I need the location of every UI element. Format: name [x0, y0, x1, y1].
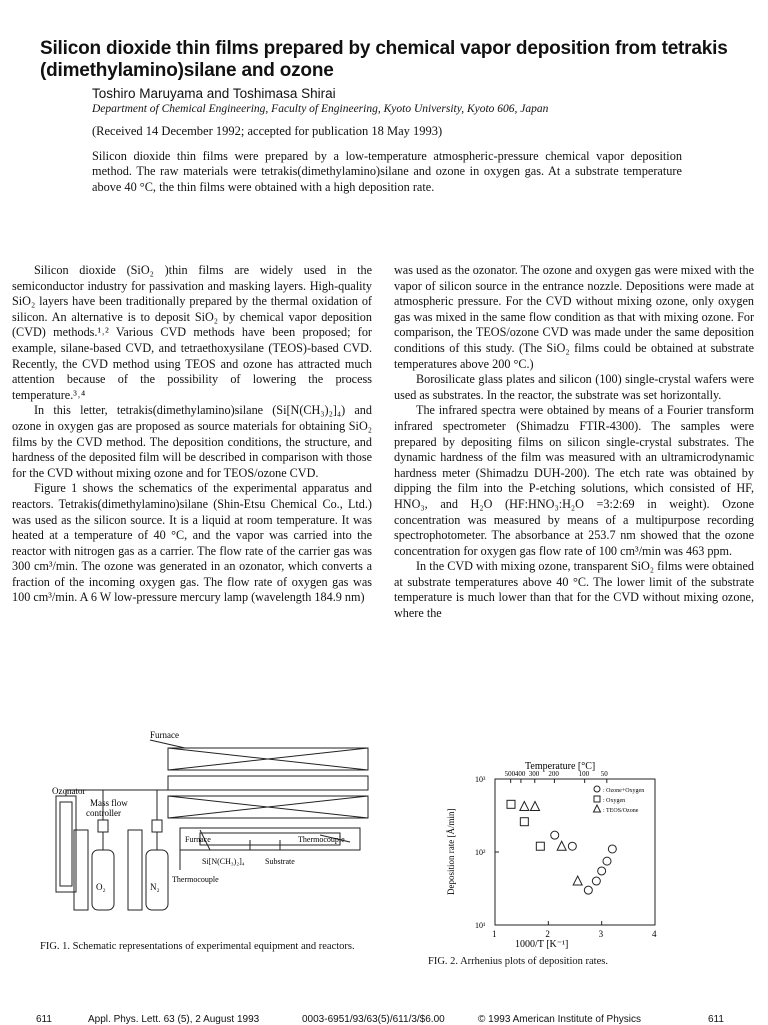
- top-tick-label: 500: [504, 770, 516, 778]
- label-furnace-inner: Furnace: [185, 835, 211, 844]
- data-point-circle: [608, 845, 616, 853]
- label-source: Si[N(CH₃)₂]₄: [202, 857, 245, 866]
- data-point-triangle: [520, 802, 529, 811]
- legend-marker: [594, 805, 601, 812]
- x-tick-label: 4: [652, 929, 657, 939]
- copyright: © 1993 American Institute of Physics: [478, 1014, 642, 1025]
- data-point-triangle: [531, 802, 540, 811]
- label-ozonator: Ozonator: [52, 786, 86, 796]
- legend-label: : TEOS/Ozone: [603, 808, 639, 814]
- arrhenius-chart: [440, 755, 670, 955]
- legend-marker: [594, 786, 600, 792]
- data-point-square: [507, 800, 515, 808]
- data-point-circle: [584, 886, 592, 894]
- y-tick-label: 10¹: [475, 921, 486, 930]
- legend-label: : Ozone+Oxygen: [603, 788, 645, 794]
- x-tick-label: 2: [545, 929, 550, 939]
- y-axis-label: Deposition rate [Å/min]: [446, 808, 456, 895]
- data-point-triangle: [557, 841, 566, 850]
- paragraph: was used as the ozonator. The ozone and oxygen gas were mixed with the vapor of silicon source in the entrance nozzle. Depositions were made at atmospheric pressure. For the CVD without mixing ozone, only oxygen gas was mixed in the same flow condition as that with mixing ozone. For comparison, the TEOS/ozone CVD was made under the same deposition conditions of this study. (The SiO₂ films could be obtained at substrate temperatures above 200 °C.): [394, 263, 754, 371]
- label-furnace: Furnace: [150, 730, 179, 740]
- paragraph: In the CVD with mixing ozone, transparent SiO₂ films were obtained at substrate temperatures above 40 °C. The lower limit of the substrate temperature is much lower than that for the CVD without mixing ozone, where the: [394, 559, 754, 621]
- figure-2-caption: FIG. 2. Arrhenius plots of deposition rates.: [428, 956, 608, 967]
- data-point-circle: [603, 857, 611, 865]
- paragraph: In this letter, tetrakis(dimethylamino)silane (Si[N(CH₃)₂]₄) and ozone in oxygen gas are proposed as source materials for obtaining SiO₂ films by the CVD method. The deposition conditions, the structure, and hardness of the deposited film will be described in comparison with those for the CVD without mixing ozone and for TEOS/ozone CVD.: [12, 403, 372, 480]
- y-tick-label: 10³: [475, 775, 486, 784]
- x-axis-label: 1000/T [K⁻¹]: [515, 939, 569, 950]
- top-tick-label: 50: [600, 770, 608, 778]
- x-tick-label: 3: [598, 929, 604, 939]
- figure-1-caption: FIG. 1. Schematic representations of experimental equipment and reactors.: [40, 941, 355, 952]
- top-tick-label: 400: [514, 770, 526, 778]
- legend-label: : Oxygen: [603, 798, 626, 804]
- x-tick-label: 1: [492, 929, 497, 939]
- reactor-tube: [168, 776, 368, 790]
- paragraph: Borosilicate glass plates and silicon (100) single-crystal wafers were used as substrates. In the reactor, the substrate was set horizontally.: [394, 372, 754, 402]
- journal-citation: Appl. Phys. Lett. 63 (5), 2 August 1993: [88, 1014, 260, 1025]
- data-point-square: [536, 842, 544, 850]
- y-tick-label: 10²: [475, 848, 486, 857]
- label-n2: N₂: [150, 882, 160, 892]
- body-column-left: [12, 263, 372, 606]
- data-point-circle: [551, 831, 559, 839]
- label-o2: O₂: [96, 882, 106, 892]
- top-axis-label: Temperature [°C]: [525, 761, 596, 772]
- data-point-circle: [598, 867, 606, 875]
- article-code: 0003-6951/93/63(5)/611/3/$6.00: [302, 1014, 445, 1025]
- top-tick-label: 200: [548, 770, 559, 778]
- plot-frame: [495, 779, 655, 925]
- paragraph: The infrared spectra were obtained by means of a Fourier transform infrared spectrometer (Shimadzu FTIR-4300). The samples were prepared by depositing films on silicon single-crystal substrates. The dynamic hardness of the film was measured with an ultramicrodynamic hardness meter (Shimadzu DUH-200). The etch rate was obtained by dipping the film into the P-etching solutions, which consisted of HF, HNO₃, and H₂O (HF:HNO₃:H₂O =3:2:69 in weight). Ozone concentration was measured by means of a multipurpose recording spectrophotometer. The absorbance at 253.7 nm showed that the ozone concentration for oxygen gas flow rate of 100 cm³/min was 463 ppm.: [394, 403, 754, 558]
- apparatus-schematic: [50, 730, 380, 940]
- body-column-right: [394, 263, 754, 622]
- abstract: Silicon dioxide thin films were prepared by a low-temperature atmospheric-pressure chemical vapor deposition method. The raw materials were tetrakis(dimethylamino)silane and ozone in oxygen gas. At a substrate temperature above 40 °C, the thin films were obtained with a high deposition rate.: [92, 149, 682, 194]
- page-number-left: 611: [36, 1014, 52, 1025]
- label-mass-flow: Mass flow: [90, 798, 128, 808]
- label-thermocouple-bottom: Thermocouple: [172, 875, 219, 884]
- paragraph: Silicon dioxide (SiO₂ )thin films are widely used in the semiconductor industry for passivation and masking layers. High-quality SiO₂ layers have been traditionally prepared by the thermal oxidation of silicon. An alternative is to deposit SiO₂ by chemical vapor deposition (CVD) methods.¹˒² Various CVD methods have been proposed; for example, silane-based CVD, and tetraethoxysilane (TEOS)-based CVD. Recently, the CVD method using TEOS and ozone has attracted much attention because of the possibility of lowering the process temperature.³˒⁴: [12, 263, 372, 402]
- page-number-right: 611: [708, 1014, 724, 1025]
- data-point-square: [520, 818, 528, 826]
- o2-cylinder: [92, 850, 114, 910]
- data-point-circle: [568, 842, 576, 850]
- paragraph: Figure 1 shows the schematics of the experimental apparatus and reactors. Tetrakis(dimethylamino)silane (Shin-Etsu Chemical Co., Ltd.) was used as the silicon source. It is a liquid at room temperature. It was heated at a temperature of 40 °C, and the vapor was carried into the reactor with nitrogen gas as a carrier. The flow rate of the carrier gas was 300 cm³/min. The ozone was generated in an ozonator, which converts a fraction of the incoming oxygen gas. The flow rate of oxygen gas was 100 cm³/min. A 6 W low-pressure mercury lamp (wavelength 184.9 nm): [12, 481, 372, 605]
- legend-marker: [594, 796, 600, 802]
- label-substrate: Substrate: [265, 857, 295, 866]
- top-tick-label: 100: [578, 770, 590, 778]
- data-point-circle: [592, 877, 600, 885]
- ozonator: [56, 796, 76, 892]
- data-point-triangle: [573, 876, 582, 885]
- paper-title: Silicon dioxide thin films prepared by chemical vapor deposition from tetrakis (dimethylamino)silane and ozone: [40, 38, 728, 81]
- label-thermocouple-right: Thermocouple: [298, 835, 345, 844]
- received-date: (Received 14 December 1992; accepted for publication 18 May 1993): [92, 124, 443, 138]
- affiliation: Department of Chemical Engineering, Faculty of Engineering, Kyoto University, Kyoto 606, Japan: [92, 103, 549, 115]
- authors: Toshiro Maruyama and Toshimasa Shirai: [92, 86, 336, 101]
- label-controller: controller: [86, 808, 121, 818]
- top-tick-label: 300: [528, 770, 540, 778]
- n2-cylinder: [146, 850, 168, 910]
